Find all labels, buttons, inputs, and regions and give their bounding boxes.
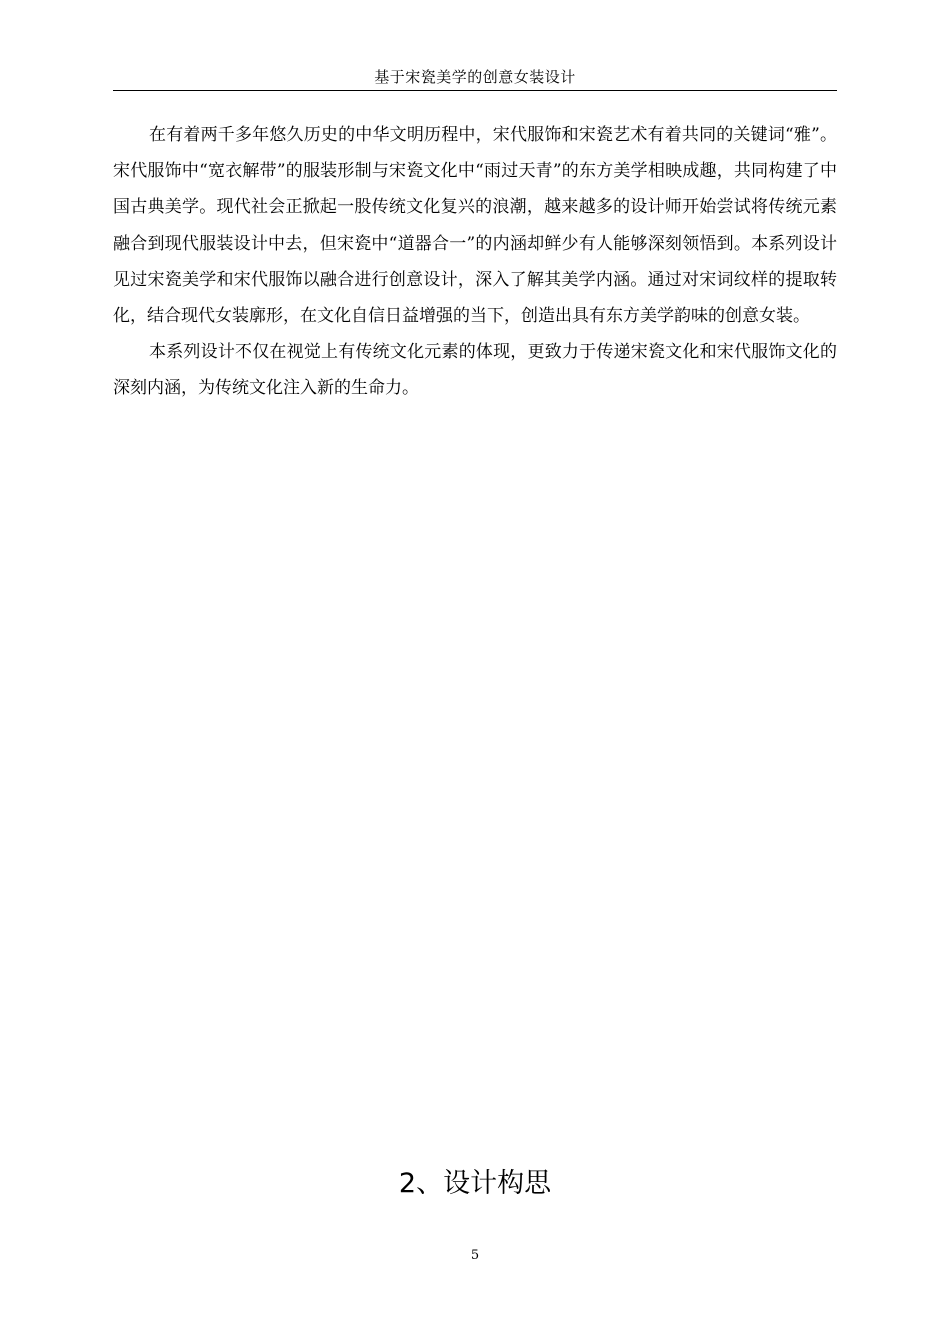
paragraph-1: 在有着两千多年悠久历史的中华文明历程中，宋代服饰和宋瓷艺术有着共同的关键词“雅”。宋代服饰中“宽衣解带”的服装形制与宋瓷文化中“雨过天青”的东方美学相映成趣，共同构建了中国古典美学。现代社会正掀起一股传统文化复兴的浪潮，越来越多的设计师开始尝试将传统元素融合到现代服装设计中去，但宋瓷中“道器合一”的内涵却鲜少有人能够深刻领悟到。本系列设计见过宋瓷美学和宋代服饰以融合进行创意设计，深入了解其美学内涵。通过对宋词纹样的提取转化，结合现代女装廓形，在文化自信日益增强的当下，创造出具有东方美学韵味的创意女装。 <box>113 125 837 327</box>
running-header: 基于宋瓷美学的创意女装设计 <box>113 64 837 91</box>
section-heading: 2、设计构思 <box>398 1168 552 1199</box>
page-number: 5 <box>470 1248 480 1263</box>
body-text <box>113 117 837 407</box>
paragraph-2: 本系列设计不仅在视觉上有传统文化元素的体现，更致力于传递宋瓷文化和宋代服饰文化的深刻内涵，为传统文化注入新的生命力。 <box>113 342 837 399</box>
